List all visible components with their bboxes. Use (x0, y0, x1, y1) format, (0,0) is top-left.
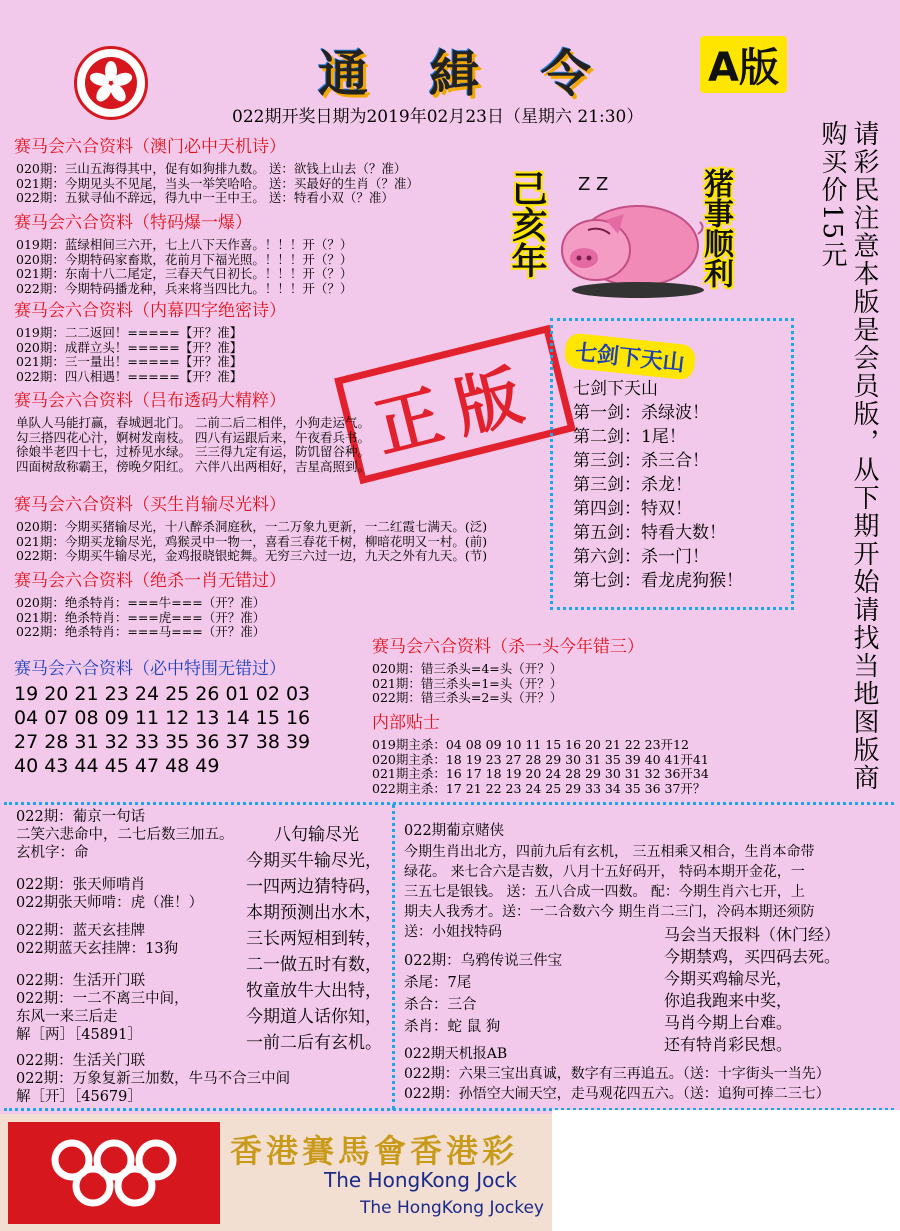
sec1-title: 赛马会六合资料（澳门必中天机诗） (14, 137, 286, 157)
list-item: 022期：乌鸦传说三件宝 (404, 953, 563, 969)
list-item: 022期：生活关门联 (16, 1053, 146, 1069)
list-item: 勾三搭四花心汁，婀树发南枝。 四八有运跟后来，午夜看兵书。 (16, 429, 370, 445)
list-item: 徐娘半老四十七，过桥见水绿。 三三得九定有运，防饥留谷种。 (16, 444, 370, 459)
list-item: 021期主杀：16 17 18 19 20 24 28 29 30 31 32 36开34 (372, 766, 709, 781)
list-item: 022期：孙悟空大闹天空，走马观花四五六。（送：追狗可捧二三七） (404, 1086, 830, 1102)
number-row: 40 43 44 45 47 48 49 (14, 755, 220, 777)
poem (246, 822, 382, 1056)
year-label (506, 170, 546, 287)
list-item: 杀肖：蛇 鼠 狗 (404, 1019, 501, 1035)
poem-line: 三长两短相到转， (246, 929, 382, 949)
list-item: 021期：东南十八二尾定，三春天气日初长。！！！开（？） (16, 266, 353, 281)
number-row: 19 20 21 23 24 25 26 01 02 03 (14, 683, 311, 705)
poem-line: 一四两边猜特码， (246, 877, 382, 897)
member-notice: 请彩民注意本版是会员版，从下期开始请找当地图版商购买价15元 (817, 120, 879, 792)
sec6-title: 赛马会六合资料（绝杀一肖无错过） (14, 571, 286, 591)
list-item: 022期：一二不离三中间， (16, 991, 189, 1007)
list-item: 020期：错三杀头=4=头（开？） (372, 661, 563, 676)
gambler-title: 022期葡京赌侠 (404, 823, 505, 839)
list-item: 玄机字：命 (16, 845, 89, 861)
list-item: 021期：今期买龙输尽光，鸡猴灵中一物一，喜看三春花千树，柳暗花明又一村。(前) (16, 533, 488, 549)
list-item: 杀合：三合 (404, 997, 477, 1013)
hk-emblem-logo (74, 46, 148, 120)
bauhinia-icon (83, 55, 139, 111)
list-item: 东风一来三后走 (16, 1009, 118, 1025)
list-item: 期夫人我秀才。送：一二合数六今 期生肖二三门，冷码本期还须防 (404, 904, 815, 920)
inner-title: 内部贴士 (372, 713, 440, 733)
pig-illustration (548, 168, 708, 302)
poem-line: 今期道人话你知， (246, 1007, 382, 1027)
blessing-text: 猪事顺利 (698, 168, 733, 288)
list-item: 022期：绝杀特肖：===马===（开？准） (16, 624, 266, 639)
sword-lines (573, 377, 743, 593)
list-item: 杀尾：7尾 (404, 975, 472, 991)
jockey-logo (8, 1122, 220, 1224)
tianji-lines (404, 1044, 830, 1104)
list-item: 021期：错三杀头=1=头（开？） (372, 675, 563, 691)
footer-en1: The HongKong Jock (324, 1168, 517, 1192)
list-item: 第五剑：特看大数！ (573, 523, 726, 543)
list-item: 020期：今期特码家畜欺，花前月下福光照。！！！开（？） (16, 251, 353, 267)
sec4-lines (16, 416, 370, 474)
list-item: 022期主杀：17 21 22 23 24 25 29 33 34 35 36 37开？ (372, 780, 706, 796)
list-item: 020期：绝杀特肖：===牛===（开？准） (16, 595, 266, 610)
year-text: 己亥年 (506, 170, 547, 278)
list-item: 二笑六悲命中，二七后数三加五。 (16, 827, 234, 843)
footer-band (0, 1114, 552, 1231)
list-item: 020期主杀：18 19 23 27 28 29 30 31 35 39 40 41开41 (372, 751, 709, 767)
list-item: 第一剑：杀绿波！ (573, 403, 709, 423)
horse-title: 马会当天报料（休门经） (664, 925, 841, 944)
list-item: 022期张天师啃：虎（准！） (16, 895, 204, 911)
poem-line: 今期买牛输尽光， (246, 851, 382, 871)
divider (392, 804, 395, 1110)
sec2-title: 赛马会六合资料（特码爆一爆） (14, 213, 252, 233)
crow-lines (404, 950, 562, 1038)
pig-icon (548, 168, 708, 298)
list-item: 022期：六果三宝出真诚，数字有三再追五。（送：十字街头一当先） (404, 1066, 830, 1082)
footer-en2: The HongKong Jockey (360, 1198, 544, 1218)
list-item: 今期生肖出北方，四前九后有玄机， 三五相乘又相合，生肖本命带 (404, 844, 815, 860)
list-item: 022期：今期买牛输尽光，金鸡报晓银蛇舞。无穷三六过一边，九天之外有九天。(节) (16, 548, 488, 563)
left-bottom-c (16, 922, 178, 958)
sword-banner: 七剑下天山 (564, 332, 697, 380)
number-row: 27 28 31 32 33 35 36 37 38 39 (14, 731, 311, 753)
list-item: 马肖今期上台难。 (664, 1013, 793, 1032)
list-item: 022期：蓝天玄挂牌 (16, 923, 146, 939)
poem-line: 牧童放牛大出特， (246, 981, 382, 1001)
list-item: 020期：今期买猪输尽光，十八醉杀洞庭秋，一二万象九更新，一二红霞七满天。(泛) (16, 519, 488, 534)
list-item: 022期：五狱寻仙不辞远，得九中一王中王。 送：特看小双（？准） (16, 190, 394, 205)
draw-date: 022期开奖日期为2019年02月23日（星期六 21:30） (232, 107, 644, 127)
divider (4, 802, 894, 805)
list-item: 022期蓝天玄挂牌：13狗 (16, 941, 179, 957)
page-title: 通 緝 令 (318, 45, 613, 103)
sec8-lines (372, 662, 562, 706)
sec8-title: 赛马会六合资料（杀一头今年错三） (372, 637, 644, 657)
footer-blank (552, 1110, 900, 1231)
list-item: 七剑下天山 (573, 379, 658, 399)
list-item: 022期：葡京一句话 (16, 809, 146, 825)
authentic-stamp: 正版 (334, 325, 576, 484)
sec7-title: 赛马会六合资料（必中特围无错过） (14, 659, 286, 679)
list-item: 单队人马能打赢，春城迥北门。 二前二后二相伴，小狗走运气。 (16, 415, 370, 430)
poem-title: 八句输尽光 (274, 825, 359, 845)
list-item: 三五七是银钱。 送：五八合成一四数。 配：今期生肖六七开，上 (404, 884, 805, 900)
poem-line: 本期预测出水木， (246, 903, 382, 923)
list-item: 020期：成群立头！=====【开？准】 (16, 339, 243, 355)
jockey-club-icon (8, 1122, 220, 1224)
list-item: 你追我跑来中奖， (664, 991, 793, 1010)
list-item: 022期：张天师啃肖 (16, 877, 146, 893)
edition-badge: A版 (700, 36, 787, 93)
sec6-lines (16, 596, 265, 640)
list-item: 第三剑：杀三合！ (573, 451, 709, 471)
left-bottom-b (16, 876, 203, 912)
sec2-lines (16, 238, 352, 296)
list-item: 第二剑：1尾！ (573, 427, 686, 447)
sec5-title: 赛马会六合资料（买生肖输尽光料） (14, 495, 286, 515)
number-row: 04 07 08 09 11 12 13 14 15 16 (14, 707, 311, 729)
sec3-title: 赛马会六合资料（内幕四字绝密诗） (14, 301, 286, 321)
list-item: 022期：错三杀头=2=头（开？） (372, 690, 563, 705)
list-item: 019期主杀：04 08 09 10 11 15 16 20 21 22 23开12 (372, 737, 689, 752)
poem-line: 二一做五时有数， (246, 955, 382, 975)
footer-cn: 香港賽馬會香港彩 (230, 1132, 519, 1170)
list-item: 四面树敌称霸王，傍晚夕阳红。 六伴八出两相好，吉星高照到。 (16, 458, 370, 474)
tianji-title: 022期天机报AB (404, 1046, 508, 1062)
list-item: 020期：三山五海得其中，促有如狗排九数。 送：欲钱上山去（？准） (16, 161, 407, 176)
list-item: 还有特肖彩民想。 (664, 1035, 793, 1054)
left-bottom-a (16, 808, 234, 862)
list-item: 第七剑：看龙虎狗猴！ (573, 571, 743, 591)
list-item: 019期：二二返回！=====【开？准】 (16, 325, 243, 340)
sec1-lines (16, 162, 419, 206)
sec4-title: 赛马会六合资料（吕布透码大精粹） (14, 391, 286, 411)
list-item: 第六剑：杀一门！ (573, 547, 709, 567)
list-item: 022期：生活开门联 (16, 973, 146, 989)
inner-lines (372, 738, 709, 796)
list-item: 019期：蓝绿相间三六开，七上八下天作喜。！！！开（？） (16, 237, 353, 252)
sec3-lines (16, 326, 242, 384)
zz-text: Z Z (578, 174, 609, 195)
list-item: 022期：今期特码播龙种，兵来将当四比九。！！！开（？） (16, 280, 353, 296)
list-item: 解［两］［45891］ (16, 1027, 142, 1043)
list-item: 今期买鸡输尽光， (664, 969, 793, 988)
seven-swords-box (550, 318, 794, 610)
left-bottom-e (16, 1052, 290, 1106)
horse-lines (664, 924, 840, 1056)
list-item: 021期：三一量出！=====【开？准】 (16, 354, 243, 369)
sec5-lines (16, 520, 487, 564)
list-item: 022期：万象复新三加数，牛马不合三中间 (16, 1071, 291, 1087)
poem-line: 一前二后有玄机。 (246, 1033, 382, 1053)
list-item: 解［开］［45679］ (16, 1089, 142, 1105)
list-item: 021期：绝杀特肖：===虎===（开？准） (16, 609, 266, 625)
list-item: 第三剑：杀龙！ (573, 475, 692, 495)
list-item: 第四剑：特双！ (573, 499, 692, 519)
number-grid (14, 682, 310, 778)
list-item: 今期禁鸡，买四码去死。 (664, 947, 841, 966)
left-bottom-d (16, 972, 189, 1044)
list-item: 021期：今期见头不见尾，当头一举笑哈哈。 送：买最好的生肖（？准） (16, 175, 419, 191)
list-item: 绿花。 来七合六是吉数，八月十五好码开， 特码本期开金花，一 (404, 864, 805, 880)
blessing-label (698, 168, 732, 296)
list-item: 送：小姐找特码 (404, 924, 502, 940)
list-item: 022期：四八相遇！=====【开？准】 (16, 368, 243, 384)
